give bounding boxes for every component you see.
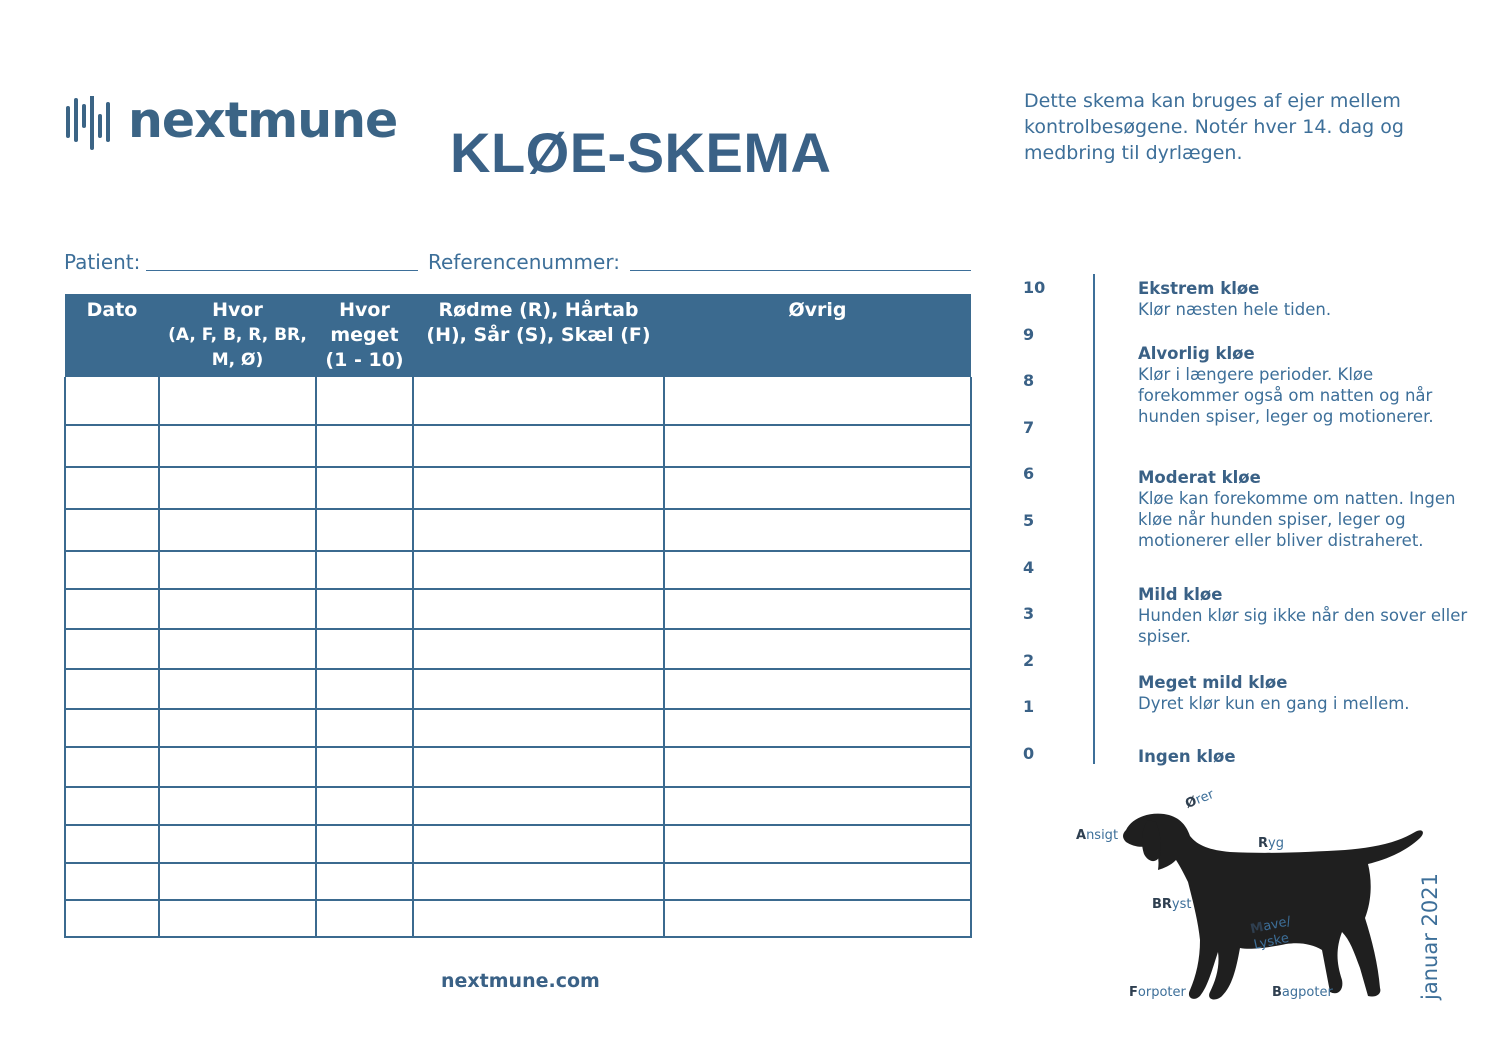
- header-symptoms: Rødme (R), Hårtab (H), Sår (S), Skæl (F): [413, 294, 664, 377]
- symptoms-cell[interactable]: [413, 825, 664, 863]
- scale-number: 3: [1023, 604, 1035, 624]
- where-cell[interactable]: [159, 669, 316, 709]
- dog-silhouette-icon: [1060, 780, 1440, 1020]
- how-much-cell[interactable]: [316, 787, 413, 825]
- date-cell[interactable]: [65, 551, 159, 589]
- date-cell[interactable]: [65, 467, 159, 509]
- table-header-row: [65, 294, 971, 377]
- logo-bars-icon: [64, 96, 120, 152]
- reference-label: Referencenummer:: [428, 250, 620, 274]
- table-row: [65, 425, 971, 467]
- symptoms-cell[interactable]: [413, 551, 664, 589]
- where-cell[interactable]: [159, 787, 316, 825]
- how-much-cell[interactable]: [316, 747, 413, 787]
- other-cell[interactable]: [664, 467, 971, 509]
- other-cell[interactable]: [664, 589, 971, 629]
- table-row: [65, 467, 971, 509]
- where-cell[interactable]: [159, 425, 316, 467]
- other-cell[interactable]: [664, 825, 971, 863]
- other-cell[interactable]: [664, 863, 971, 900]
- reference-field[interactable]: [630, 270, 971, 271]
- label-belly: Mave/ Lyske: [1249, 914, 1293, 953]
- date-cell[interactable]: [65, 900, 159, 937]
- symptoms-cell[interactable]: [413, 863, 664, 900]
- table-row: [65, 787, 971, 825]
- symptoms-cell[interactable]: [413, 509, 664, 551]
- scale-number: 10: [1023, 278, 1046, 297]
- date-cell[interactable]: [65, 509, 159, 551]
- table-row: [65, 377, 971, 425]
- date-cell[interactable]: [65, 787, 159, 825]
- how-much-cell[interactable]: [316, 509, 413, 551]
- label-ears: Ører: [1183, 787, 1217, 812]
- where-cell[interactable]: [159, 377, 316, 425]
- scale-number: 9: [1023, 324, 1035, 344]
- label-chest: BRyst: [1152, 897, 1192, 912]
- date-cell[interactable]: [65, 589, 159, 629]
- table-row: [65, 551, 971, 589]
- how-much-cell[interactable]: [316, 425, 413, 467]
- logo-wordmark: nextmune: [128, 92, 398, 149]
- other-cell[interactable]: [664, 747, 971, 787]
- table-row: [65, 825, 971, 863]
- table-row: [65, 900, 971, 937]
- where-cell[interactable]: [159, 900, 316, 937]
- scale-number: 5: [1023, 511, 1035, 530]
- symptoms-cell[interactable]: [413, 709, 664, 747]
- how-much-cell[interactable]: [316, 551, 413, 589]
- label-front-paws: Forpoter: [1129, 985, 1186, 1000]
- header-where: Hvor (A, F, B, R, BR, M, Ø): [159, 294, 316, 377]
- itch-log-table: [64, 294, 972, 938]
- level-mild: Mild kløe Hunden klør sig ikke når den sover eller spiser.: [1138, 585, 1468, 646]
- symptoms-cell[interactable]: [413, 900, 664, 937]
- website-footer: nextmune.com: [441, 970, 600, 992]
- patient-field[interactable]: [146, 270, 418, 271]
- where-cell[interactable]: [159, 863, 316, 900]
- scale-number: 1: [1023, 697, 1035, 717]
- how-much-cell[interactable]: [316, 589, 413, 629]
- other-cell[interactable]: [664, 669, 971, 709]
- where-cell[interactable]: [159, 709, 316, 747]
- table-row: [65, 863, 971, 900]
- where-cell[interactable]: [159, 467, 316, 509]
- other-cell[interactable]: [664, 551, 971, 589]
- how-much-cell[interactable]: [316, 900, 413, 937]
- how-much-cell[interactable]: [316, 825, 413, 863]
- how-much-cell[interactable]: [316, 467, 413, 509]
- other-cell[interactable]: [664, 425, 971, 467]
- patient-label: Patient:: [64, 250, 141, 274]
- where-cell[interactable]: [159, 629, 316, 669]
- other-cell[interactable]: [664, 787, 971, 825]
- where-cell[interactable]: [159, 551, 316, 589]
- level-extreme: Ekstrem kløe Klør næsten hele tiden.: [1138, 279, 1332, 319]
- symptoms-cell[interactable]: [413, 629, 664, 669]
- symptoms-cell[interactable]: [413, 467, 664, 509]
- scale-number: 0: [1023, 744, 1035, 763]
- table-row: [65, 509, 971, 551]
- date-cell[interactable]: [65, 709, 159, 747]
- level-very-mild: Meget mild kløe Dyret klør kun en gang i mellem.: [1138, 673, 1410, 713]
- scale-line: [1093, 274, 1095, 764]
- label-back: Ryg: [1258, 836, 1284, 851]
- table-row: [65, 709, 971, 747]
- how-much-cell[interactable]: [316, 709, 413, 747]
- how-much-cell[interactable]: [316, 377, 413, 425]
- other-cell[interactable]: [664, 900, 971, 937]
- symptoms-cell[interactable]: [413, 747, 664, 787]
- intro-text: Dette skema kan bruges af ejer mellem kontrolbesøgene. Notér hver 14. dag og medbring til dyrlægen.: [1024, 90, 1404, 164]
- other-cell[interactable]: [664, 377, 971, 425]
- where-cell[interactable]: [159, 589, 316, 629]
- level-none: Ingen kløe: [1138, 747, 1236, 766]
- header-date: Dato: [65, 294, 159, 377]
- scale-number: 2: [1023, 650, 1035, 670]
- other-cell[interactable]: [664, 709, 971, 747]
- how-much-cell[interactable]: [316, 863, 413, 900]
- date-cell[interactable]: [65, 377, 159, 425]
- scale-number: 6: [1023, 464, 1035, 484]
- date-cell[interactable]: [65, 669, 159, 709]
- date-cell[interactable]: [65, 629, 159, 669]
- how-much-cell[interactable]: [316, 629, 413, 669]
- date-label: januar 2021: [1418, 873, 1442, 1000]
- nextmune-logo: [64, 92, 398, 152]
- other-cell[interactable]: [664, 629, 971, 669]
- date-cell[interactable]: [65, 747, 159, 787]
- scale-number: 4: [1023, 557, 1035, 577]
- label-hind-paws: Bagpoter: [1272, 985, 1333, 1000]
- symptoms-cell[interactable]: [413, 425, 664, 467]
- symptoms-cell[interactable]: [413, 669, 664, 709]
- symptoms-cell[interactable]: [413, 589, 664, 629]
- where-cell[interactable]: [159, 747, 316, 787]
- date-cell[interactable]: [65, 825, 159, 863]
- where-cell[interactable]: [159, 825, 316, 863]
- level-moderate: Moderat kløe Kløe kan forekomme om natten. Ingen kløe når hunden spiser, leger og motionerer eller bliver distraheret.: [1138, 468, 1456, 550]
- symptoms-cell[interactable]: [413, 377, 664, 425]
- other-cell[interactable]: [664, 509, 971, 551]
- scale-number: 8: [1023, 371, 1035, 391]
- how-much-cell[interactable]: [316, 669, 413, 709]
- table-row: [65, 747, 971, 787]
- page-title: KLØE-SKEMA: [450, 121, 832, 184]
- label-face: Ansigt: [1076, 828, 1119, 843]
- level-severe: Alvorlig kløe Klør i længere perioder. Kløe forekommer også om natten og når hunden spiser, leger og motionerer.: [1138, 344, 1434, 426]
- table-row: [65, 589, 971, 629]
- header-how-much: Hvor meget (1 - 10): [316, 294, 413, 377]
- date-cell[interactable]: [65, 863, 159, 900]
- table-row: [65, 669, 971, 709]
- where-cell[interactable]: [159, 509, 316, 551]
- table-row: [65, 629, 971, 669]
- header-other: Øvrig: [664, 294, 971, 377]
- date-cell[interactable]: [65, 425, 159, 467]
- scale-number: 7: [1023, 417, 1035, 437]
- symptoms-cell[interactable]: [413, 787, 664, 825]
